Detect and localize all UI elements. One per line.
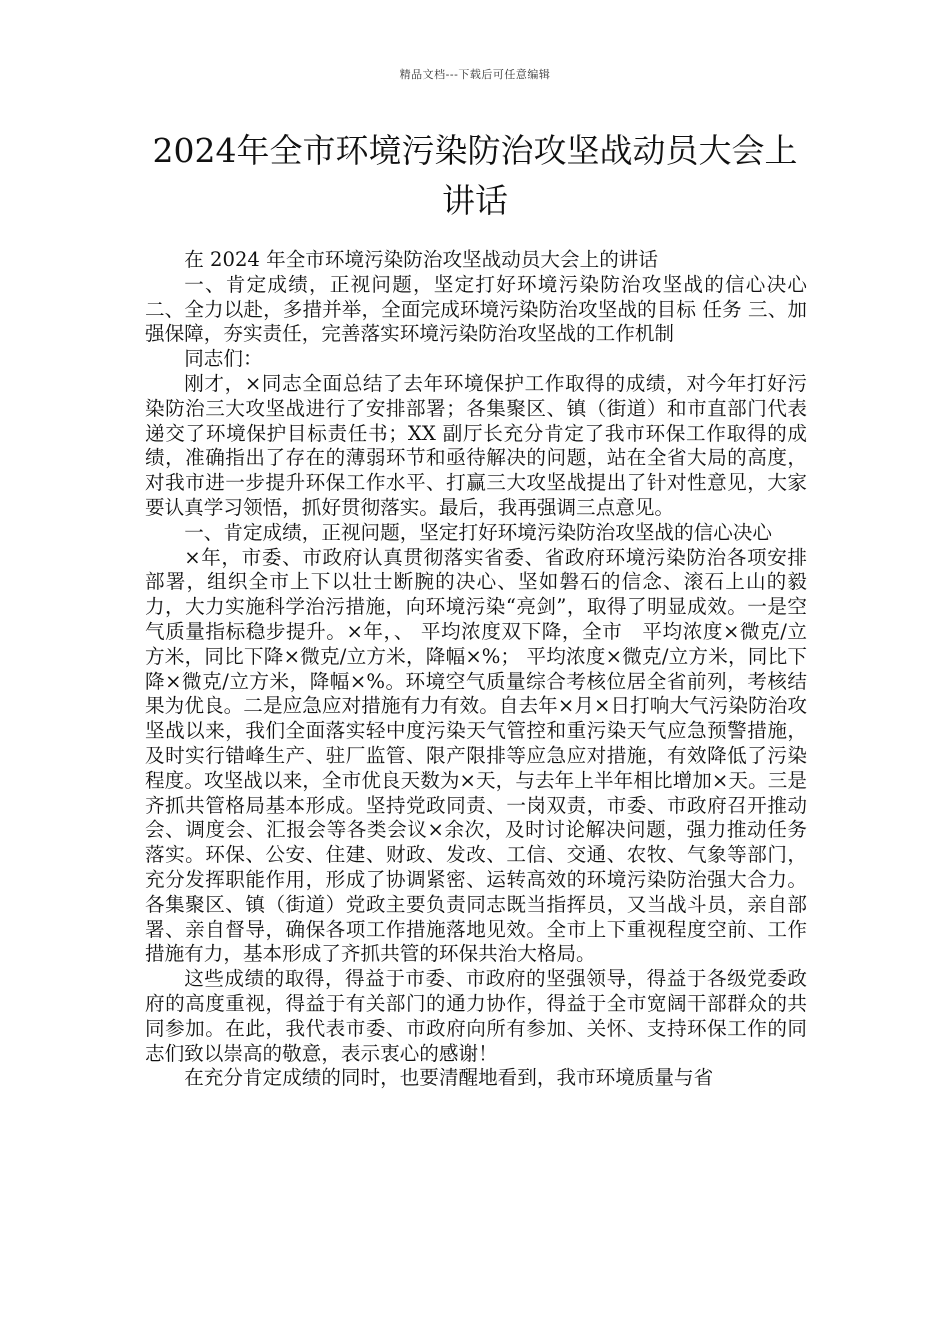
acknowledgement-paragraph: 这些成绩的取得，得益于市委、市政府的坚强领导，得益于各级党委政府的高度重视，得益于有关部门的通力协作，得益于全市宽阔干部群众的共同参加。在此，我代表市委、市政府向所有参加、关怀、支持环保工作的同志们致以崇高的敬意，表示衷心的感谢！ <box>145 967 807 1065</box>
page-header-note: 精品文档---下载后可任意编辑 <box>399 68 551 81</box>
problems-paragraph: 在充分肯定成绩的同时，也要清醒地看到，我市环境质量与省 <box>184 1066 714 1090</box>
section-heading-paragraph: 一、肯定成绩，正视问题，坚定打好环境污染防治攻坚战的信心决心 <box>184 520 772 544</box>
document-body <box>145 248 807 1091</box>
document-title: 2024年全市环境污染防治攻坚战动员大会上讲话 <box>152 131 798 220</box>
achievements-paragraph: ×年，市委、市政府认真贯彻落实省委、省政府环境污染防治各项安排部署，组织全市上下以壮士断腕的决心、坚如磐石的信念、滚石上山的毅力，大力实施科学治污措施，向环境污染“亮剑”，取得了明显成效。一是空气质量指标稳步提升。×年，、 平均浓度双下降，全市 平均浓度×微克/立方米，同比下降×微克/立方米，降幅×%； 平均浓度×微克/立方米，同比下降×微克/立方米，降幅×%。环境空气质量综合考核位居全省前列，考核结果为优良。二是应急应对措施有力有效。自去年×月×日打响大气污染防治攻坚战以来，我们全面落实轻中度污染天气管控和重污染天气应急预警措施，及时实行错峰生产、驻厂监管、限产限排等应急应对措施，有效降低了污染程度。攻坚战以来，全市优良天数为×天，与去年上半年相比增加×天。三是齐抓共管格局基本形成。坚持党政同责、一岗双责，市委、市政府召开推动会、调度会、汇报会等各类会议×余次，及时讨论解决问题，强力推动任务落实。环保、公安、住建、财政、发改、工信、交通、农牧、气象等部门，充分发挥职能作用，形成了协调紧密、运转高效的环境污染防治强大合力。各集聚区、镇（街道）党政主要负责同志既当指挥员，又当战斗员，亲自部署、亲自督导，确保各项工作措施落地见效。全市上下重视程度空前、工作措施有力，基本形成了齐抓共管的环保共治大格局。 <box>145 545 807 966</box>
speech-subtitle-paragraph: 在 2024 年全市环境污染防治攻坚战动员大会上的讲话 <box>184 248 658 271</box>
outline-paragraph: 一、肯定成绩，正视问题，坚定打好环境污染防治攻坚战的信心决心 二、全力以赴，多措并举，全面完成环境污染防治攻坚战的目标 任务 三、加强保障，夯实责任，完善落实环境污染防治攻坚战的工作机制 <box>145 272 807 346</box>
opening-paragraph: 刚才，×同志全面总结了去年环境保护工作取得的成绩，对今年打好污染防治三大攻坚战进行了安排部署；各集聚区、镇（街道）和市直部门代表递交了环境保护目标责任书；XX 副厅长充分肯定了我市环保工作取得的成绩，准确指出了存在的薄弱环节和亟待解决的问题，站在全省大局的高度，对我市进一步提升环保工作水平、打赢三大攻坚战提出了针对性意见，大家要认真学习领悟，抓好贯彻落实。最后，我再强调三点意见。 <box>145 371 807 519</box>
salutation-paragraph: 同志们： <box>184 347 263 371</box>
